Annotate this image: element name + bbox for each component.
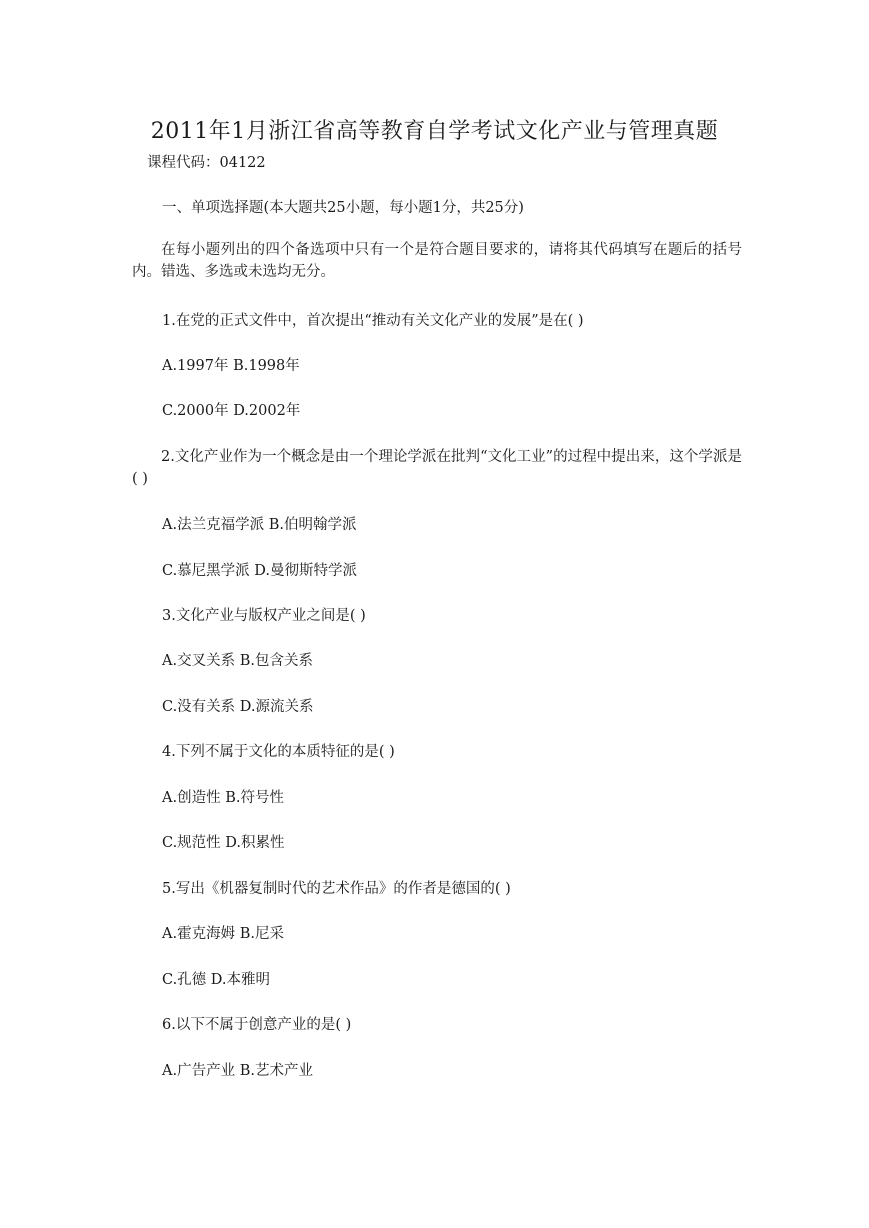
question-2-options-ab: A.法兰克福学派 B.伯明翰学派 [162,517,357,533]
question-3-stem: 3.文化产业与版权产业之间是( ) [162,608,366,624]
question-1-options-cd: C.2000年 D.2002年 [162,403,301,419]
question-5-options-cd: C.孔德 D.本雅明 [162,972,271,988]
course-code: 课程代码：04122 [147,155,266,171]
instructions: 在每小题列出的四个备选项中只有一个是符合题目要求的，请将其代码填写在题后的括号内。错选、多选或未选均无分。 [132,242,742,280]
question-2-stem: 2.文化产业作为一个概念是由一个理论学派在批判“文化工业”的过程中提出来，这个学派是( ) [132,449,742,487]
question-3-options-cd: C.没有关系 D.源流关系 [162,699,314,715]
question-4-options-ab: A.创造性 B.符号性 [162,790,284,806]
question-3-options-ab: A.交叉关系 B.包含关系 [162,653,313,669]
question-5-stem: 5.写出《机器复制时代的艺术作品》的作者是德国的( ) [162,881,511,897]
question-4-stem: 4.下列不属于文化的本质特征的是( ) [162,744,395,760]
section-heading: 一、单项选择题(本大题共25小题，每小题1分，共25分) [162,200,524,216]
question-2-options-cd: C.慕尼黑学派 D.曼彻斯特学派 [162,563,358,579]
question-5-options-ab: A.霍克海姆 B.尼采 [162,926,284,942]
question-6-stem: 6.以下不属于创意产业的是( ) [162,1017,352,1033]
question-6-options-ab: A.广告产业 B.艺术产业 [162,1063,313,1079]
question-1-stem: 1.在党的正式文件中，首次提出“推动有关文化产业的发展”是在( ) [162,313,584,329]
question-4-options-cd: C.规范性 D.积累性 [162,835,285,851]
document-title: 2011年1月浙江省高等教育自学考试文化产业与管理真题 [150,119,719,144]
question-1-options-ab: A.1997年 B.1998年 [162,358,300,374]
